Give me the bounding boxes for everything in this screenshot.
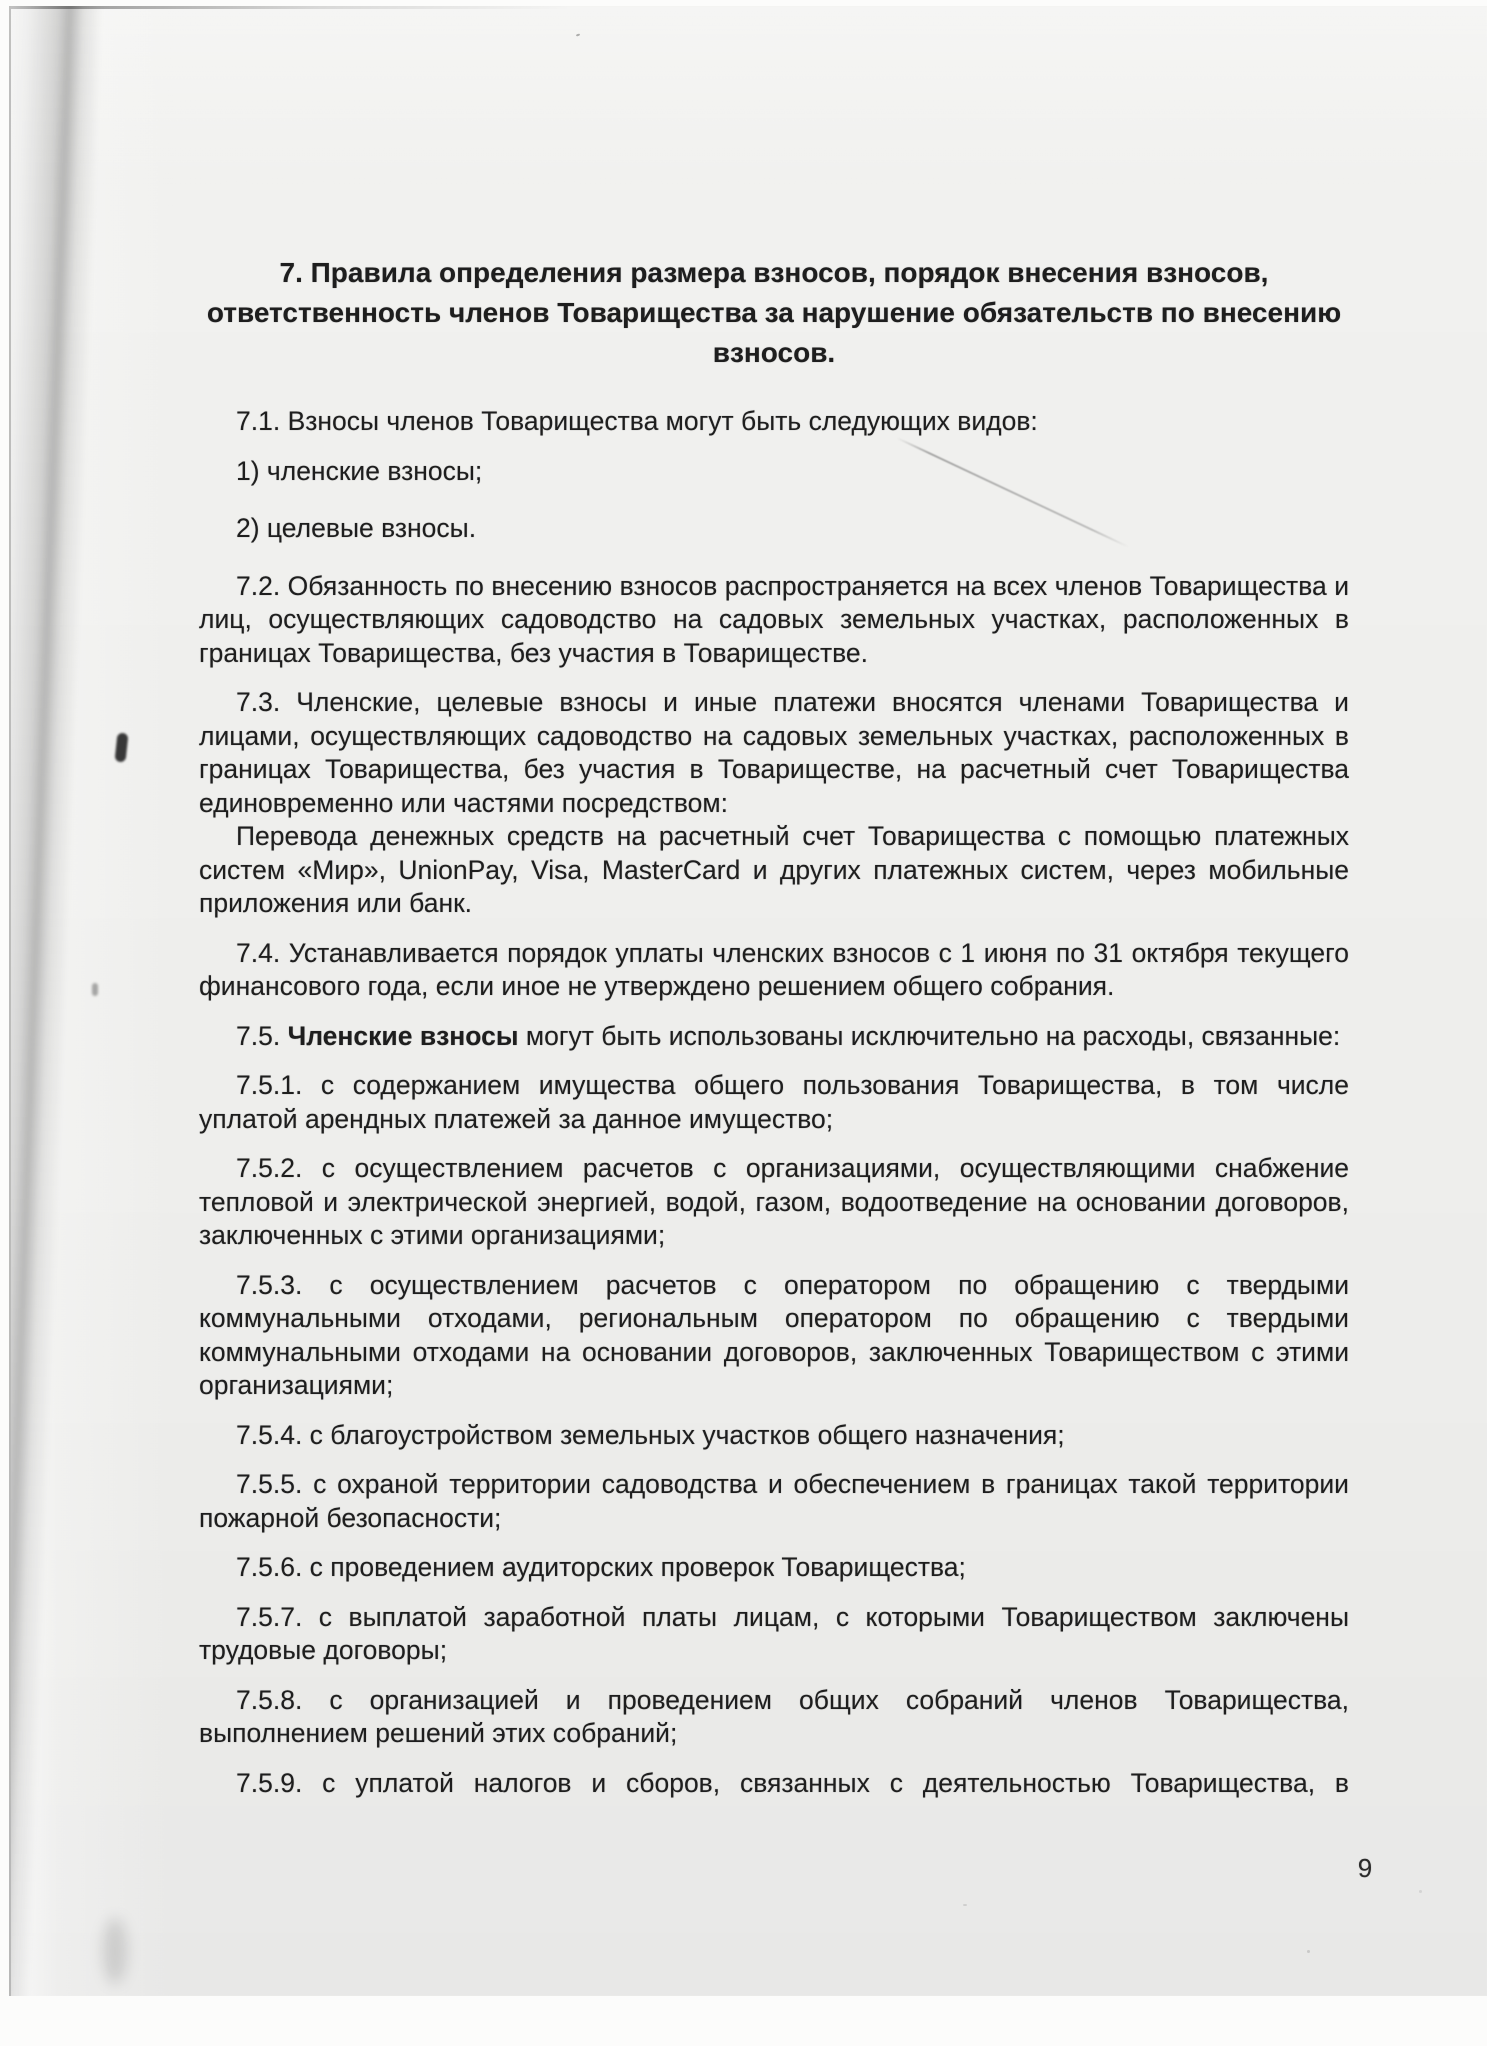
paragraph bbox=[199, 1601, 1349, 1668]
text-run: Перевода денежных средств на расчетный счет Товарищества с помощью платежных систем «Мир», UnionPay, Visa, MasterCard и других платежных систем, через мобильные приложения или банк. bbox=[199, 821, 1349, 918]
paragraph bbox=[199, 1152, 1349, 1253]
paragraph bbox=[199, 1419, 1349, 1453]
text-run: 7.3. Членские, целевые взносы и иные платежи вносятся членами Товарищества и лицами, осуществляющих садоводство на садовых земельных участках, расположенных в границах Товарищества, без участия в Товариществе, на расчетный счет Товарищества единовременно или частями посредством: bbox=[199, 687, 1349, 818]
paragraph bbox=[199, 405, 1349, 439]
paragraph bbox=[199, 1069, 1349, 1136]
paragraph bbox=[199, 686, 1349, 820]
paragraph bbox=[199, 1468, 1349, 1535]
paragraph bbox=[199, 1551, 1349, 1585]
dust-speck bbox=[1307, 1950, 1310, 1953]
paragraph bbox=[199, 937, 1349, 1004]
text-run: 7.5.8. с организацией и проведением общих собраний членов Товарищества, выполнением решений этих собраний; bbox=[199, 1684, 1349, 1748]
text-run: 7.5.5. с охраной территории садоводства и обеспечением в границах такой территории пожарной безопасности; bbox=[199, 1469, 1349, 1533]
dust-speck bbox=[963, 1904, 967, 1906]
text-run: 7.1. Взносы членов Товарищества могут быть следующих видов: bbox=[236, 406, 1038, 436]
text-run: 7.5.9. с уплатой налогов и сборов, связанных с деятельностью Товарищества, в bbox=[236, 1767, 1349, 1798]
binding-shadow-foot bbox=[103, 1918, 127, 1984]
document-body bbox=[199, 405, 1349, 1800]
dust-speck bbox=[576, 33, 580, 36]
ink-blob-small bbox=[92, 983, 98, 996]
section-heading: 7. Правила определения размера взносов, порядок внесения взносов, ответственность членов Товарищества за нарушение обязательств по внесению взносов. bbox=[206, 257, 1342, 368]
paragraph bbox=[199, 1684, 1349, 1751]
bold-text-run: Членские взносы bbox=[287, 1020, 519, 1051]
text-run: 7.5.7. с выплатой заработной платы лицам, с которыми Товариществом заключены трудовые договоры; bbox=[199, 1601, 1349, 1665]
text-run: 7.5. bbox=[236, 1020, 288, 1051]
page-number: 9 bbox=[1357, 1853, 1373, 1883]
dust-speck bbox=[1419, 1890, 1422, 1893]
paragraph bbox=[199, 1269, 1349, 1403]
paragraph bbox=[199, 1767, 1349, 1801]
text-run: 7.2. Обязанность по внесению взносов распространяется на всех членов Товарищества и лиц, осуществляющих садоводство на садовых земельных участках, расположенных в границах Товарищества, без участия в Товариществе. bbox=[199, 570, 1349, 668]
scanned-page bbox=[9, 6, 1487, 1996]
paragraph bbox=[199, 820, 1349, 921]
document-content bbox=[199, 253, 1349, 1816]
text-run: 1) членские взносы; bbox=[236, 455, 483, 486]
text-run: 7.5.6. с проведением аудиторских проверок Товарищества; bbox=[236, 1552, 966, 1582]
text-run: 2) целевые взносы. bbox=[236, 513, 477, 543]
text-run: 7.5.3. с осуществлением расчетов с оператором по обращению с твердыми коммунальными отходами, региональным оператором по обращению с твердыми коммунальными отходами на основании договоров, заключенных Товариществом с этими организациями; bbox=[199, 1269, 1349, 1400]
paragraph bbox=[199, 512, 1349, 546]
paragraph bbox=[199, 1020, 1349, 1054]
text-run: 7.5.1. с содержанием имущества общего пользования Товарищества, в том числе уплатой арендных платежей за данное имущество; bbox=[199, 1070, 1349, 1134]
text-run: 7.4. Устанавливается порядок уплаты членских взносов с 1 июня по 31 октября текущего финансового года, если иное не утверждено решением общего собрания. bbox=[199, 937, 1349, 1001]
paragraph bbox=[199, 455, 1349, 489]
text-run: 7.5.4. с благоустройством земельных участков общего назначения; bbox=[236, 1419, 1065, 1450]
text-run: 7.5.2. с осуществлением расчетов с организациями, осуществляющими снабжение тепловой и электрической энергией, водой, газом, водоотведение на основании договоров, заключенных с этими организациями; bbox=[199, 1153, 1349, 1250]
text-run: могут быть использованы исключительно на расходы, связанные: bbox=[518, 1020, 1341, 1051]
ink-blob bbox=[115, 733, 129, 763]
paragraph bbox=[199, 570, 1349, 671]
